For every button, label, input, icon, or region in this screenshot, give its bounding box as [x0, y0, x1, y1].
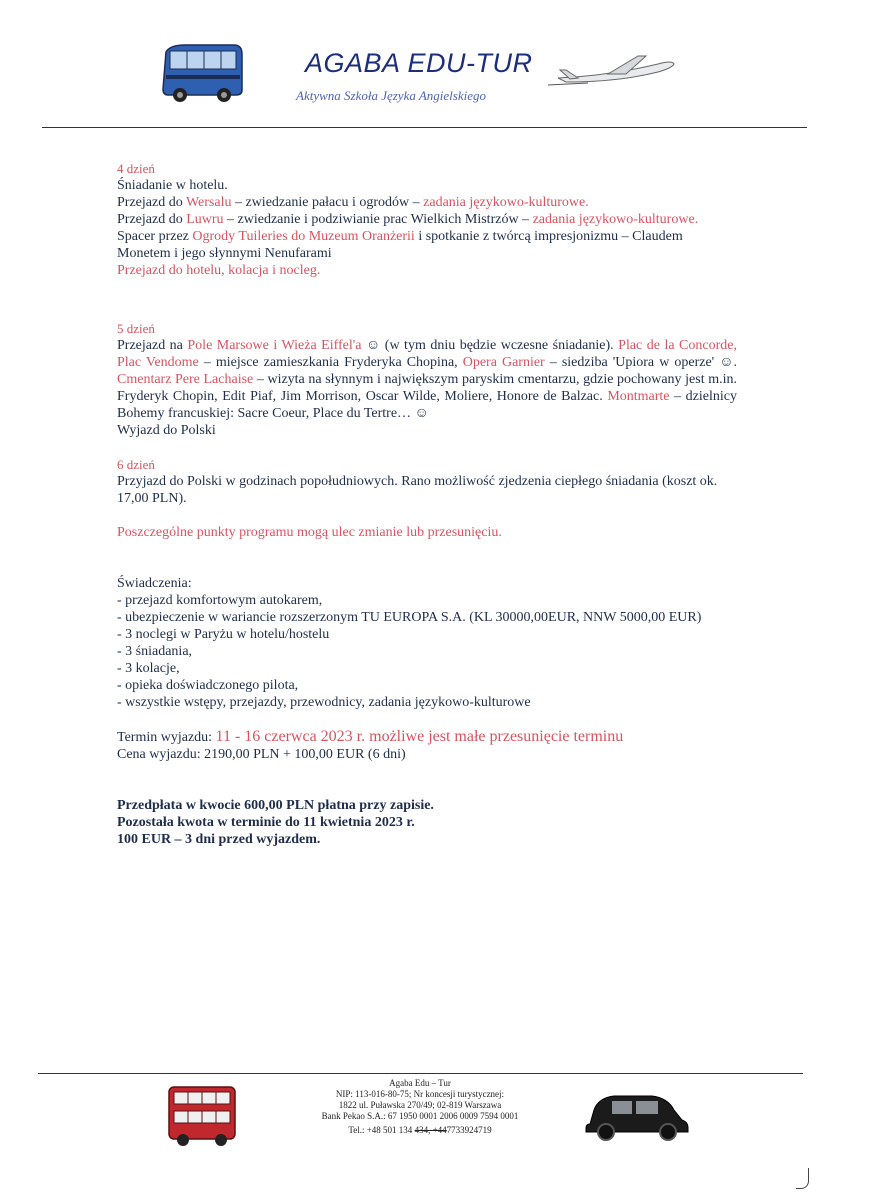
departure-term: Termin wyjazdu: 11 - 16 czerwca 2023 r. możliwe jest małe przesunięcie terminu [117, 728, 624, 745]
day4-versailles: Przejazd do Wersalu – zwiedzanie pałacu i ogrodów – zadania językowo-kulturowe. [117, 195, 589, 210]
footer-address: 1822 ul. Puławska 270/49; 02-819 Warszawa [338, 1100, 502, 1110]
program-notice: Poszczególne punkty programu mogą ulec zmianie lub przesunięciu. [117, 525, 502, 540]
footer-contact [300, 1078, 540, 1136]
company-title: AGABA EDU-TUR [305, 48, 533, 78]
footer-phone: Tel.: +48 501 134 434, +447733924719 [348, 1125, 492, 1135]
payment-deposit: Przedpłata w kwocie 600,00 PLN płatna przy zapisie. [117, 798, 434, 813]
day4-hotel: Przejazd do hotelu, kolacja i nocleg. [117, 263, 321, 278]
footer-bank: Bank Pekao S.A.: 67 1950 0001 2006 0009 7594 0001 [321, 1111, 519, 1121]
services-item: - 3 kolacje, [117, 661, 180, 676]
day6-arrival: Przyjazd do Polski w godzinach popołudniowych. Rano możliwość zjedzenia ciepłego śniadania (koszt ok. 17,00 PLN). [117, 474, 718, 506]
bus-image [160, 42, 245, 104]
airplane-image [548, 52, 678, 88]
double-decker-bus-image [165, 1083, 240, 1149]
services-heading: Świadczenia: [117, 576, 192, 591]
day4-breakfast: Śniadanie w hotelu. [117, 178, 228, 193]
trip-price: Cena wyjazdu: 2190,00 PLN + 100,00 EUR (6 dni) [117, 747, 406, 762]
services-item: - wszystkie wstępy, przejazdy, przewodnicy, zadania językowo-kulturowe [117, 695, 531, 710]
services-item: - ubezpieczenie w wariancie rozszerzonym TU EUROPA S.A. (KL 30000,00EUR, NNW 5000,00 EUR) [117, 610, 702, 625]
footer-nip: NIP: 113-016-80-75; Nr koncesji turystycznej: [335, 1089, 505, 1099]
payment-eur: 100 EUR – 3 dni przed wyjazdem. [117, 832, 321, 847]
day4-louvre: Przejazd do Luwru – zwiedzanie i podziwianie prac Wielkich Mistrzów – zadania językowo-kulturowe. Spacer przez Ogrody Tuileries do Muzeum Oranżerii i spotkanie z twórcą impresjonizmu – Claudem Monetem i jego słynnymi Nenufarami [117, 212, 699, 261]
services-item: - 3 śniadania, [117, 644, 193, 659]
services-item: - 3 noclegi w Paryżu w hotelu/hostelu [117, 627, 330, 642]
taxi-image [582, 1090, 692, 1142]
payment-remaining: Pozostała kwota w terminie do 11 kwietnia 2023 r. [117, 815, 415, 830]
footer-divider [38, 1073, 803, 1074]
day6-label: 6 dzień [117, 457, 155, 472]
page-corner-mark [796, 1168, 809, 1189]
services-item: - opieka doświadczonego pilota, [117, 678, 299, 693]
day5-label: 5 dzień [117, 321, 155, 336]
header-divider [42, 127, 807, 128]
day4-label: 4 dzień [117, 161, 155, 176]
program-content [117, 160, 737, 848]
day5-departure: Wyjazd do Polski [117, 423, 216, 438]
services-item: - przejazd komfortowym autokarem, [117, 593, 323, 608]
company-subtitle: Aktywna Szkoła Języka Angielskiego [296, 88, 487, 103]
footer-company: Agaba Edu – Tur [389, 1078, 451, 1088]
day5-program: Przejazd na Pole Marsowe i Wieża Eiffel'a ☺ (w tym dniu będzie wczesne śniadanie). Plac de la Concorde, Plac Vendome – miejsce zamieszkania Fryderyka Chopina, Opera Garnier – siedziba 'Upiora w operze' ☺. Cmentarz Pere Lachaise – wizyta na słynnym i największym paryskim cmentarzu, gdzie pochowany jest m.in. Fryderyk Chopin, Edit Piaf, Jim Morrison, Oscar Wilde, Moliere, Honore de Balzac. Montmarte – dzielnicy Bohemy francuskiej: Sacre Coeur, Place du Tertre… ☺ [117, 338, 738, 421]
